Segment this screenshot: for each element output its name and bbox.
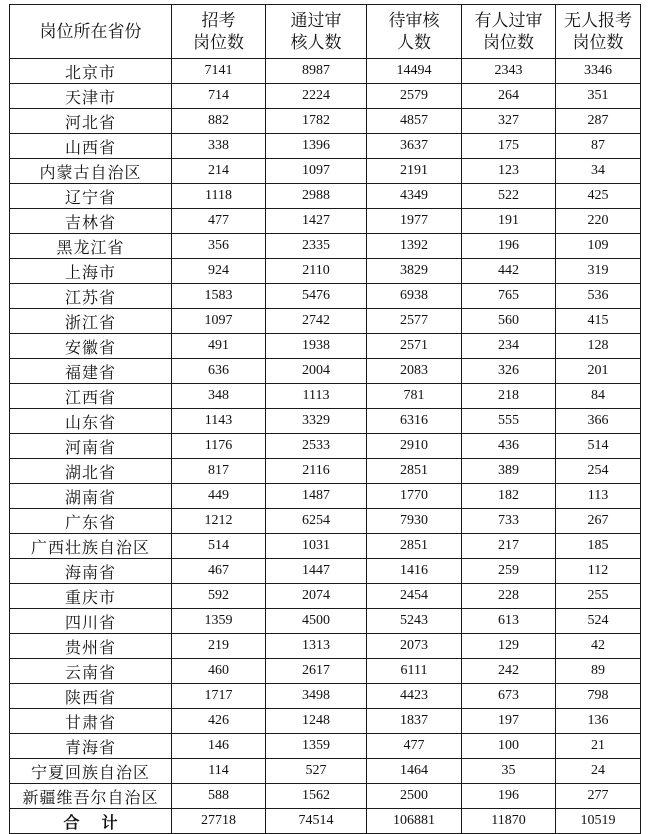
value-cell: 4423 [367, 684, 462, 709]
value-cell: 1583 [172, 284, 266, 309]
value-cell: 2577 [367, 309, 462, 334]
value-cell: 234 [462, 334, 556, 359]
value-cell: 477 [367, 734, 462, 759]
province-cell: 河南省 [10, 434, 172, 459]
value-cell: 259 [462, 559, 556, 584]
value-cell: 436 [462, 434, 556, 459]
value-cell: 7930 [367, 509, 462, 534]
value-cell: 1464 [367, 759, 462, 784]
table-row [10, 334, 641, 359]
value-cell: 5243 [367, 609, 462, 634]
table-row [10, 359, 641, 384]
value-cell: 3637 [367, 134, 462, 159]
province-cell: 陕西省 [10, 684, 172, 709]
table-row [10, 759, 641, 784]
province-cell: 辽宁省 [10, 184, 172, 209]
value-cell: 2083 [367, 359, 462, 384]
value-cell: 123 [462, 159, 556, 184]
value-cell: 2073 [367, 634, 462, 659]
header-province: 岗位所在省份 [10, 5, 172, 59]
value-cell: 1176 [172, 434, 266, 459]
value-cell: 1837 [367, 709, 462, 734]
value-cell: 1113 [266, 384, 367, 409]
value-cell: 522 [462, 184, 556, 209]
value-cell: 191 [462, 209, 556, 234]
value-cell: 2116 [266, 459, 367, 484]
value-cell: 1392 [367, 234, 462, 259]
table-row [10, 59, 641, 84]
table-row [10, 734, 641, 759]
table-row [10, 134, 641, 159]
value-cell: 196 [462, 234, 556, 259]
value-cell: 442 [462, 259, 556, 284]
value-cell: 42 [556, 634, 641, 659]
value-cell: 1427 [266, 209, 367, 234]
value-cell: 264 [462, 84, 556, 109]
value-cell: 2004 [266, 359, 367, 384]
province-cell: 广西壮族自治区 [10, 534, 172, 559]
value-cell: 84 [556, 384, 641, 409]
value-cell: 255 [556, 584, 641, 609]
value-cell: 1770 [367, 484, 462, 509]
province-cell: 湖北省 [10, 459, 172, 484]
value-cell: 267 [556, 509, 641, 534]
province-cell: 重庆市 [10, 584, 172, 609]
value-cell: 882 [172, 109, 266, 134]
province-cell: 贵州省 [10, 634, 172, 659]
value-cell: 14494 [367, 59, 462, 84]
table-row [10, 634, 641, 659]
table-row [10, 159, 641, 184]
value-cell: 3498 [266, 684, 367, 709]
province-cell: 广东省 [10, 509, 172, 534]
value-cell: 6111 [367, 659, 462, 684]
table-row [10, 484, 641, 509]
value-cell: 197 [462, 709, 556, 734]
value-cell: 7141 [172, 59, 266, 84]
value-cell: 2500 [367, 784, 462, 809]
province-cell: 江西省 [10, 384, 172, 409]
value-cell: 389 [462, 459, 556, 484]
value-cell: 1118 [172, 184, 266, 209]
value-cell: 817 [172, 459, 266, 484]
value-cell: 1097 [172, 309, 266, 334]
table-row [10, 584, 641, 609]
value-cell: 467 [172, 559, 266, 584]
value-cell: 35 [462, 759, 556, 784]
total-cell: 11870 [462, 809, 556, 834]
value-cell: 182 [462, 484, 556, 509]
value-cell: 219 [172, 634, 266, 659]
value-cell: 114 [172, 759, 266, 784]
value-cell: 287 [556, 109, 641, 134]
value-cell: 326 [462, 359, 556, 384]
value-cell: 460 [172, 659, 266, 684]
value-cell: 109 [556, 234, 641, 259]
value-cell: 415 [556, 309, 641, 334]
value-cell: 356 [172, 234, 266, 259]
value-cell: 21 [556, 734, 641, 759]
value-cell: 218 [462, 384, 556, 409]
value-cell: 592 [172, 584, 266, 609]
value-cell: 798 [556, 684, 641, 709]
table-row [10, 309, 641, 334]
value-cell: 477 [172, 209, 266, 234]
value-cell: 765 [462, 284, 556, 309]
value-cell: 100 [462, 734, 556, 759]
province-cell: 山西省 [10, 134, 172, 159]
table-row [10, 284, 641, 309]
value-cell: 1717 [172, 684, 266, 709]
value-cell: 1143 [172, 409, 266, 434]
value-cell: 1097 [266, 159, 367, 184]
value-cell: 34 [556, 159, 641, 184]
value-cell: 254 [556, 459, 641, 484]
province-cell: 新疆维吾尔自治区 [10, 784, 172, 809]
province-cell: 黑龙江省 [10, 234, 172, 259]
province-cell: 四川省 [10, 609, 172, 634]
value-cell: 514 [556, 434, 641, 459]
value-cell: 6938 [367, 284, 462, 309]
header-approved-applicants: 通过审 核人数 [266, 5, 367, 59]
total-row [10, 809, 641, 834]
value-cell: 214 [172, 159, 266, 184]
value-cell: 348 [172, 384, 266, 409]
value-cell: 1416 [367, 559, 462, 584]
province-cell: 江苏省 [10, 284, 172, 309]
value-cell: 8987 [266, 59, 367, 84]
value-cell: 1212 [172, 509, 266, 534]
value-cell: 2224 [266, 84, 367, 109]
province-cell: 海南省 [10, 559, 172, 584]
value-cell: 2533 [266, 434, 367, 459]
value-cell: 4349 [367, 184, 462, 209]
value-cell: 2343 [462, 59, 556, 84]
total-cell: 106881 [367, 809, 462, 834]
value-cell: 527 [266, 759, 367, 784]
value-cell: 1248 [266, 709, 367, 734]
value-cell: 87 [556, 134, 641, 159]
value-cell: 146 [172, 734, 266, 759]
value-cell: 2571 [367, 334, 462, 359]
header-recruit-positions: 招考 岗位数 [172, 5, 266, 59]
value-cell: 425 [556, 184, 641, 209]
table-row [10, 709, 641, 734]
value-cell: 1313 [266, 634, 367, 659]
table-row [10, 509, 641, 534]
value-cell: 2851 [367, 459, 462, 484]
value-cell: 1487 [266, 484, 367, 509]
province-cell: 浙江省 [10, 309, 172, 334]
value-cell: 4857 [367, 109, 462, 134]
value-cell: 338 [172, 134, 266, 159]
value-cell: 2617 [266, 659, 367, 684]
table-row [10, 434, 641, 459]
value-cell: 1977 [367, 209, 462, 234]
value-cell: 112 [556, 559, 641, 584]
table-row [10, 384, 641, 409]
value-cell: 1562 [266, 784, 367, 809]
province-cell: 吉林省 [10, 209, 172, 234]
value-cell: 555 [462, 409, 556, 434]
value-cell: 1938 [266, 334, 367, 359]
value-cell: 560 [462, 309, 556, 334]
value-cell: 1447 [266, 559, 367, 584]
value-cell: 613 [462, 609, 556, 634]
table-row [10, 234, 641, 259]
table-row [10, 459, 641, 484]
value-cell: 588 [172, 784, 266, 809]
value-cell: 1782 [266, 109, 367, 134]
value-cell: 6316 [367, 409, 462, 434]
value-cell: 2191 [367, 159, 462, 184]
value-cell: 217 [462, 534, 556, 559]
table-row [10, 259, 641, 284]
table-row [10, 659, 641, 684]
province-cell: 上海市 [10, 259, 172, 284]
table-row [10, 559, 641, 584]
value-cell: 5476 [266, 284, 367, 309]
value-cell: 319 [556, 259, 641, 284]
value-cell: 3346 [556, 59, 641, 84]
table-row [10, 184, 641, 209]
table-row [10, 109, 641, 134]
value-cell: 714 [172, 84, 266, 109]
value-cell: 128 [556, 334, 641, 359]
province-cell: 湖南省 [10, 484, 172, 509]
header-positions-no-applicants: 无人报考 岗位数 [556, 5, 641, 59]
value-cell: 636 [172, 359, 266, 384]
value-cell: 3329 [266, 409, 367, 434]
table-row [10, 84, 641, 109]
table-row [10, 784, 641, 809]
value-cell: 449 [172, 484, 266, 509]
value-cell: 1396 [266, 134, 367, 159]
value-cell: 673 [462, 684, 556, 709]
value-cell: 220 [556, 209, 641, 234]
value-cell: 2910 [367, 434, 462, 459]
table-row [10, 209, 641, 234]
value-cell: 3829 [367, 259, 462, 284]
province-cell: 云南省 [10, 659, 172, 684]
province-cell: 北京市 [10, 59, 172, 84]
value-cell: 228 [462, 584, 556, 609]
value-cell: 196 [462, 784, 556, 809]
total-cell: 74514 [266, 809, 367, 834]
value-cell: 1359 [172, 609, 266, 634]
value-cell: 242 [462, 659, 556, 684]
province-cell: 安徽省 [10, 334, 172, 359]
province-cell: 宁夏回族自治区 [10, 759, 172, 784]
value-cell: 2851 [367, 534, 462, 559]
table-row [10, 409, 641, 434]
table-row [10, 534, 641, 559]
value-cell: 185 [556, 534, 641, 559]
value-cell: 113 [556, 484, 641, 509]
value-cell: 1359 [266, 734, 367, 759]
value-cell: 327 [462, 109, 556, 134]
value-cell: 781 [367, 384, 462, 409]
province-cell: 甘肃省 [10, 709, 172, 734]
value-cell: 426 [172, 709, 266, 734]
header-row [10, 5, 641, 59]
table-row [10, 609, 641, 634]
header-positions-with-approved: 有人过审 岗位数 [462, 5, 556, 59]
value-cell: 2988 [266, 184, 367, 209]
total-cell: 10519 [556, 809, 641, 834]
value-cell: 2074 [266, 584, 367, 609]
value-cell: 89 [556, 659, 641, 684]
province-cell: 山东省 [10, 409, 172, 434]
value-cell: 366 [556, 409, 641, 434]
value-cell: 4500 [266, 609, 367, 634]
value-cell: 136 [556, 709, 641, 734]
value-cell: 2579 [367, 84, 462, 109]
province-cell: 河北省 [10, 109, 172, 134]
value-cell: 491 [172, 334, 266, 359]
positions-by-province-table [9, 4, 641, 834]
header-pending-applicants: 待审核 人数 [367, 5, 462, 59]
value-cell: 2742 [266, 309, 367, 334]
value-cell: 2110 [266, 259, 367, 284]
value-cell: 514 [172, 534, 266, 559]
value-cell: 733 [462, 509, 556, 534]
value-cell: 524 [556, 609, 641, 634]
value-cell: 1031 [266, 534, 367, 559]
value-cell: 129 [462, 634, 556, 659]
value-cell: 24 [556, 759, 641, 784]
value-cell: 6254 [266, 509, 367, 534]
total-cell: 27718 [172, 809, 266, 834]
province-cell: 内蒙古自治区 [10, 159, 172, 184]
value-cell: 201 [556, 359, 641, 384]
value-cell: 351 [556, 84, 641, 109]
province-cell: 青海省 [10, 734, 172, 759]
value-cell: 2454 [367, 584, 462, 609]
province-cell: 天津市 [10, 84, 172, 109]
total-label: 合计 [10, 809, 172, 834]
province-cell: 福建省 [10, 359, 172, 384]
table-row [10, 684, 641, 709]
value-cell: 277 [556, 784, 641, 809]
value-cell: 175 [462, 134, 556, 159]
value-cell: 2335 [266, 234, 367, 259]
value-cell: 924 [172, 259, 266, 284]
value-cell: 536 [556, 284, 641, 309]
